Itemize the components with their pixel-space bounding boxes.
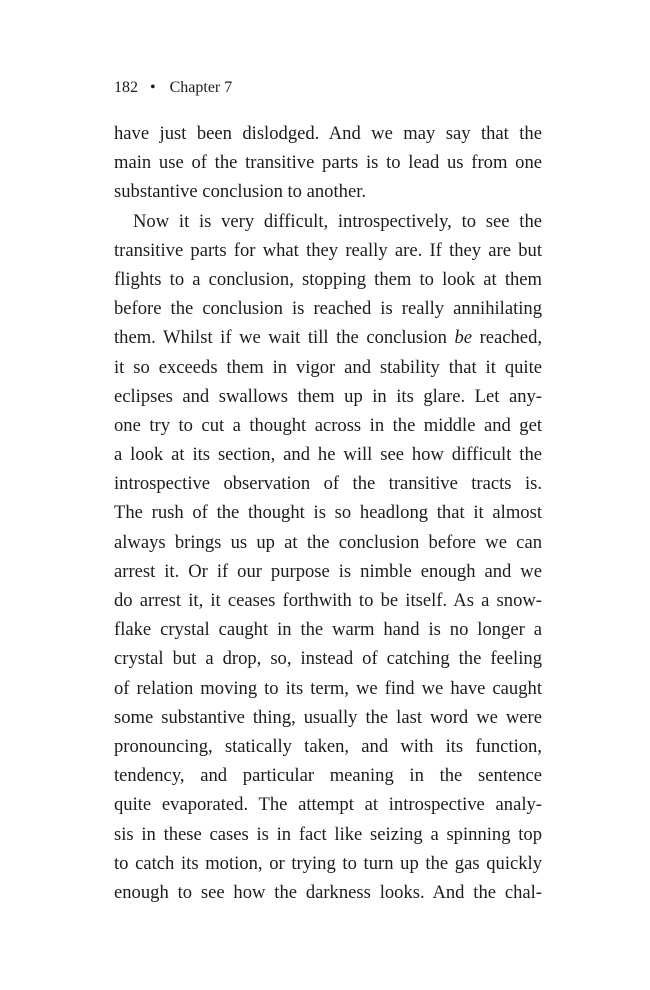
body-text (114, 119, 542, 907)
header-bullet: • (150, 79, 156, 96)
text-line: a look at its section, and he will see how difficult the (114, 444, 542, 466)
text-line: enough to see how the darkness looks. And the chal- (114, 881, 542, 903)
text-line: tendency, and particular meaning in the sentence (114, 765, 542, 787)
text-line: always brings us up at the conclusion before we can (114, 531, 542, 553)
text-line: eclipses and swallows them up in its glare. Let any- (114, 385, 542, 407)
text-line-part: reached, (472, 327, 543, 349)
text-line: pronouncing, statically taken, and with its function, (114, 735, 542, 757)
text-line: arrest it. Or if our purpose is nimble enough and we (114, 560, 542, 582)
page-number: 182 (114, 79, 138, 96)
text-line: transitive parts for what they really are. If they are but (114, 239, 542, 261)
running-header (114, 77, 232, 99)
text-line: to catch its motion, or trying to turn up the gas quickly (114, 852, 542, 874)
text-line: The rush of the thought is so headlong that it almost (114, 502, 542, 524)
text-line: crystal but a drop, so, instead of catching the feeling (114, 648, 542, 670)
text-line: sis in these cases is in fact like seizing a spinning top (114, 823, 542, 845)
emphasis-word: be (454, 327, 473, 349)
text-line: introspective observation of the transitive tracts is. (114, 473, 542, 495)
text-line: of relation moving to its term, we find we have caught (114, 677, 542, 699)
chapter-title: Chapter 7 (169, 79, 233, 96)
text-line: quite evaporated. The attempt at introspective analy- (114, 794, 542, 816)
text-line: it so exceeds them in vigor and stability that it quite (114, 356, 542, 378)
text-line (114, 323, 542, 352)
text-line: Now it is very difficult, introspectively, to see the (133, 210, 542, 232)
text-line-part: them. Whilst if we wait till the conclusion (114, 327, 455, 349)
text-line: do arrest it, it ceases forthwith to be itself. As a snow- (114, 590, 542, 611)
text-line: flights to a conclusion, stopping them to look at them (114, 268, 542, 290)
text-line: flake crystal caught in the warm hand is no longer a (114, 619, 542, 641)
text-line: main use of the transitive parts is to lead us from one (114, 152, 542, 174)
text-line: one try to cut a thought across in the middle and get (114, 414, 542, 436)
text-line: have just been dislodged. And we may say that the (114, 123, 542, 144)
text-line: before the conclusion is reached is really annihilating (114, 298, 542, 320)
text-line: substantive conclusion to another. (114, 181, 367, 203)
text-line: some substantive thing, usually the last word we were (114, 706, 542, 728)
